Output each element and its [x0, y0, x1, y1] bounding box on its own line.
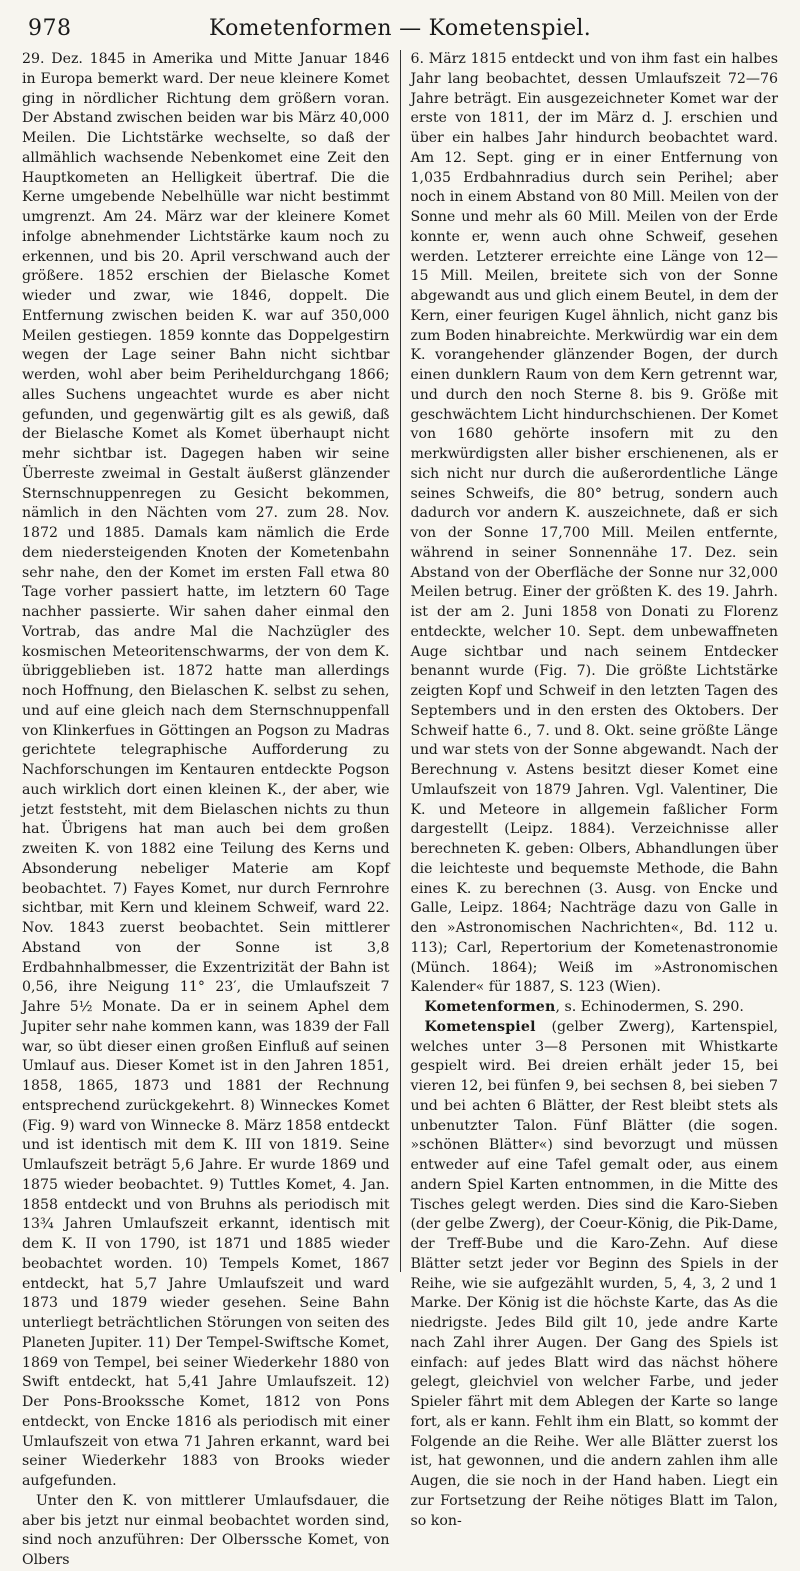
entry-lemma: Kometenformen: [424, 999, 556, 1015]
dictionary-entry: [410, 1018, 778, 1532]
page-header: [22, 10, 778, 46]
paragraph: Unter den K. von mittlerer Umlaufsdauer, die aber bis jetzt nur einmal beobachtet worden sind, sind noch anzuführen: Der Olberssche Komet, von Olbers: [22, 1492, 390, 1568]
page-number: 978: [28, 16, 72, 41]
dictionary-entry: [410, 998, 778, 1018]
text-columns: [22, 50, 778, 1568]
right-column: [404, 50, 778, 1529]
left-column: [22, 50, 396, 1568]
paragraph: 29. Dez. 1845 in Amerika und Mitte Januar 1846 in Europa bemerkt ward. Der neue kleinere Komet ging in nördlicher Richtung dem größern voran. Der Abstand zwischen beiden war bis März 40,000 Meilen. Die Lichtstärke wechselte, so daß der allmählich wachsende Nebenkomet eine Zeit den Hauptkometen an Helligkeit übertraf. Die die Kerne umgebende Nebelhülle war nicht bestimmt umgrenzt. Am 24. März war der kleinere Komet infolge abnehmender Lichtstärke kaum noch zu erkennen, und bis 20. April verschwand auch der größere. 1852 erschien der Bielasche Komet wieder und zwar, wie 1846, doppelt. Die Entfernung zwischen beiden K. war auf 350,000 Meilen gestiegen. 1859 konnte das Doppelgestirn wegen der Lage seiner Bahn nicht sichtbar werden, wohl aber beim Periheldurchgang 1866; alles Suchens ungeachtet wurde es aber nicht gefunden, und gegenwärtig gilt es als gewiß, daß der Bielasche Komet als Komet überhaupt nicht mehr sichtbar ist. Dagegen haben wir seine Überreste zweimal in Gestalt äußerst glänzender Sternschnuppenregen zu Gesicht bekommen, nämlich in den Nächten vom 27. zum 28. Nov. 1872 und 1885. Damals kam nämlich die Erde dem niedersteigenden Knoten der Kometenbahn sehr nahe, den der Komet im ersten Fall etwa 80 Tage vorher passiert hatte, im letztern 60 Tage nachher passierte. Wir sahen daher einmal den Vortrab, das andre Mal die Nachzügler des kosmischen Meteoritenschwarms, der von dem K. übriggeblieben ist. 1872 hatte man allerdings noch Hoffnung, den Bielaschen K. selbst zu sehen, und auf eine gleich nach dem Sternschnuppenfall von Klinkerfues in Göttingen an Pogson zu Madras gerichtete telegraphische Aufforderung zu Nachforschungen im Kentauren entdeckte Pogson auch wirklich dort einen kleinen K., der aber, wie jetzt feststeht, mit dem Bielaschen nichts zu thun hat. Übrigens hat man auch bei dem großen zweiten K. von 1882 eine Teilung des Kerns und Absonderung nebeliger Materie am Kopf beobachtet. 7) Fayes Komet, nur durch Fernrohre sichtbar, mit Kern und kleinem Schweif, ward 22. Nov. 1843 zuerst beobachtet. Sein mittlerer Abstand von der Sonne ist 3,8 Erdbahnhalbmesser, die Exzentrizität der Bahn ist 0,56, ihre Neigung 11° 23′, die Umlaufszeit 7 Jahre 5½ Monate. Da er in seinem Aphel dem Jupiter sehr nahe kommen kann, was 1839 der Fall war, so übt dieser einen großen Einfluß auf seinen Umlauf aus. Dieser Komet ist in den Jahren 1851, 1858, 1865, 1873 und 1881 der Rechnung entsprechend zurückgekehrt. 8) Winneckes Komet (Fig. 9) ward von Winnecke 8. März 1858 entdeckt und ist identisch mit dem K. III von 1819. Seine Umlaufszeit beträgt 5,6 Jahre. Er wurde 1869 und 1875 wieder beobachtet. 9) Tuttles Komet, 4. Jan. 1858 entdeckt und von Bruhns als periodisch mit 13¾ Jahren Umlaufszeit erkannt, identisch mit dem K. II von 1790, ist 1871 und 1885 wieder beobachtet worden. 10) Tempels Komet, 1867 entdeckt, hat 5,7 Jahre Umlaufszeit und ward 1873 und 1879 wieder gesehen. Seine Bahn unterliegt beträchtlichen Störungen von seiten des Planeten Jupiter. 11) Der Tempel-Swiftsche Komet, 1869 von Tempel, bei seiner Wiederkehr 1880 von Swift entdeckt, hat 5,41 Jahre Umlaufszeit. 12) Der Pons-Brookssche Komet, 1812 von Pons entdeckt, von Encke 1816 als periodisch mit einer Umlaufszeit von etwa 71 Jahren erkannt, ward bei seiner Wiederkehr 1883 von Brooks wieder aufgefunden.: [22, 51, 390, 1489]
column-divider: [400, 50, 401, 1272]
entry-text: (gelber Zwerg), Kartenspiel, welches unter 3—8 Personen mit Whistkarte gespielt wird. Bei dreien erhält jeder 15, bei vieren 12, bei fünfen 9, bei sechsen 8, bei sieben 7 und bei achten 6 Blätter, der Rest bleibt stets als unbenutzter Talon. Fünf Blätter (die sogen. »schönen Blätter«) sind bevorzugt und müssen entweder auf eine Tafel gemalt oder, aus einem andern Spiel Karten entnommen, in die Mitte des Tisches gelegt werden. Dies sind die Karo-Sieben (der gelbe Zwerg), der Coeur-König, die Pik-Dame, der Treff-Bube und die Karo-Zehn. Auf diese Blätter setzt jeder vor Beginn des Spiels in der Reihe, wie sie aufgezählt wurden, 5, 4, 3, 2 und 1 Marke. Der König ist die höchste Karte, das As die niedrigste. Jedes Bild gilt 10, jede andre Karte nach Zahl ihrer Augen. Der Gang des Spiels ist einfach: auf jedes Blatt wird das nächst höhere gelegt, gleichviel von welcher Farbe, und jeder Spieler fährt mit dem Ablegen der Karte so lange fort, als er kann. Fehlt ihm ein Blatt, so kommt der Folgende an die Reihe. Wer alle Blätter zuerst los ist, hat gewonnen, und die andern zahlen ihm alle Augen, die sie noch in der Hand haben. Liegt ein zur Fortsetzung der Reihe nötiges Blatt im Talon, so kon-: [410, 1018, 778, 1529]
entry-lemma: Kometenspiel: [424, 1018, 536, 1035]
running-title: Kometenformen — Kometenspiel.: [208, 16, 592, 41]
entry-text: , s. Echinodermen, S. 290.: [555, 999, 744, 1015]
paragraph: 6. März 1815 entdeckt und von ihm fast ein halbes Jahr lang beobachtet, dessen Umlaufszeit 72—76 Jahre beträgt. Ein ausgezeichneter Komet war der erste von 1811, der im März d. J. erschien und über ein halbes Jahr hindurch beobachtet ward. Am 12. Sept. ging er in einer Entfernung von 1,035 Erdbahnradius durch sein Perihel; aber noch in einem Abstand von 80 Mill. Meilen von der Sonne und mehr als 60 Mill. Meilen von der Erde konnte er, wenn auch ohne Schweif, gesehen werden. Letzterer erreichte eine Länge von 12—15 Mill. Meilen, breitete sich von der Sonne abgewandt aus und glich einem Beutel, in dem der Kern, einer feurigen Kugel ähnlich, nicht ganz bis zum Boden hinabreichte. Merkwürdig war ein dem K. vorangehender glänzender Bogen, der durch einen dunklern Raum von dem Kern getrennt war, und durch den noch Sterne 8. bis 9. Größe mit geschwächtem Licht hindurchschienen. Der Komet von 1680 gehörte insofern mit zu den merkwürdigsten aller bisher erschienenen, als er sich nicht nur durch die außerordentliche Länge seines Schweifs, die 80° betrug, sondern auch dadurch vor andern K. auszeichnete, daß er sich von der Sonne 17,700 Mill. Meilen entfernte, während in seiner Sonnennähe 17. Dez. sein Abstand von der Oberfläche der Sonne nur 32,000 Meilen betrug. Einer der größten K. des 19. Jahrh. ist der am 2. Juni 1858 von Donati zu Florenz entdeckte, welcher 10. Sept. dem unbewaffneten Auge sichtbar und nach seinem Entdecker benannt wurde (Fig. 7). Die größte Lichtstärke zeigten Kopf und Schweif in den letzten Tagen des Septembers und in den ersten des Oktobers. Der Schweif hatte 6., 7. und 8. Okt. seine größte Länge und war stets von der Sonne abgewandt. Nach der Berechnung v. Astens besitzt dieser Komet eine Umlaufszeit von 1879 Jahren. Vgl. Valentiner, Die K. und Meteore in allgemein faßlicher Form dargestellt (Leipz. 1884). Verzeichnisse aller berechneten K. geben: Olbers, Abhandlungen über die leichteste und bequemste Methode, die Bahn eines K. zu berechnen (3. Ausg. von Encke und Galle, Leipz. 1864; Nachträge dazu von Galle in den »Astronomischen Nachrichten«, Bd. 112 u. 113); Carl, Repertorium der Kometenastronomie (Münch. 1864); Weiß im »Astronomischen Kalender« für 1887, S. 123 (Wien).: [410, 51, 778, 996]
